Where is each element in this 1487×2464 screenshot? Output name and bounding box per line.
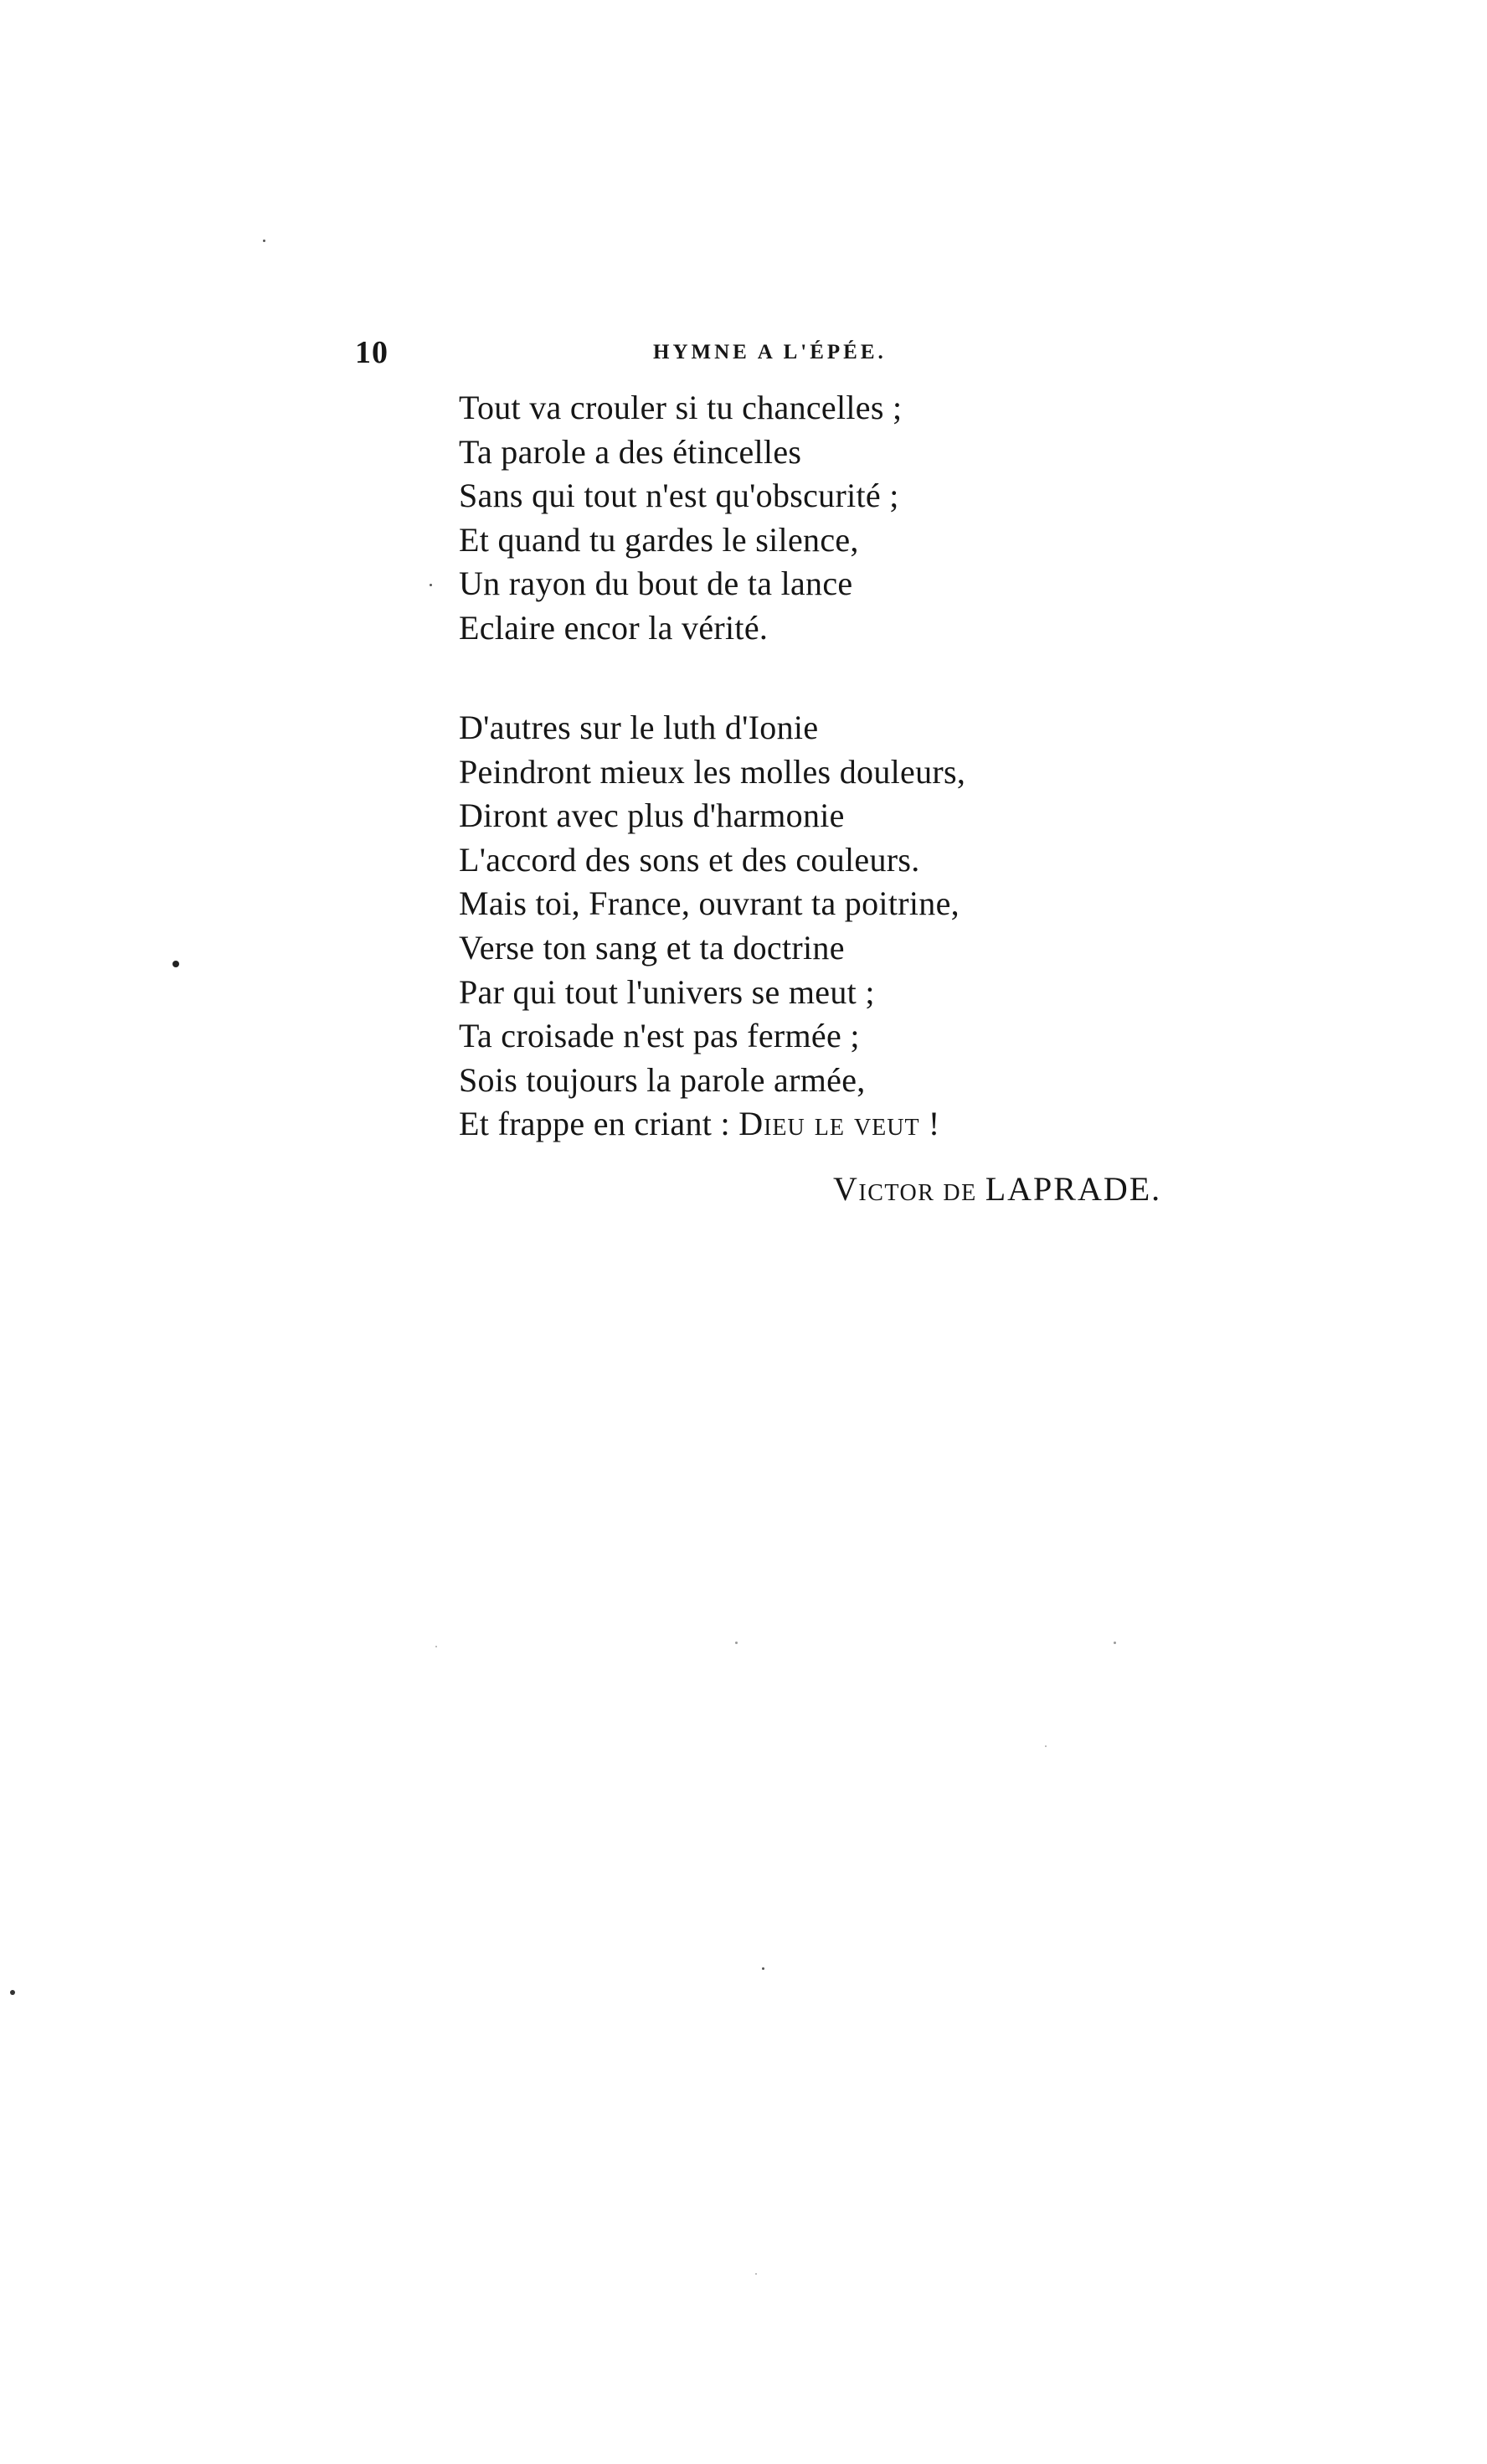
- scan-speck: [430, 584, 432, 586]
- poem-stanza-2: [459, 706, 965, 1147]
- poem-line: Sans qui tout n'est qu'obscurité ;: [459, 477, 899, 515]
- poem-line: Peindront mieux les molles douleurs,: [459, 752, 966, 791]
- poem-line-final: [459, 1102, 965, 1147]
- scan-speck: [1045, 1745, 1047, 1747]
- page-number: 10: [355, 335, 388, 370]
- running-title: HYMNE A L'ÉPÉE.: [653, 341, 887, 363]
- author-first-name: Victor: [833, 1170, 935, 1208]
- poem-line: Ta croisade n'est pas fermée ;: [459, 1017, 860, 1055]
- poem-line: Et quand tu gardes le silence,: [459, 520, 859, 559]
- poem-stanza-1: [459, 386, 902, 651]
- poem-line: Mais toi, France, ouvrant ta poitrine,: [459, 884, 960, 923]
- poem-line: Diront avec plus d'harmonie: [459, 796, 845, 835]
- poem-line: L'accord des sons et des couleurs.: [459, 840, 920, 879]
- poem-line: Par qui tout l'univers se meut ;: [459, 972, 875, 1011]
- final-line-end: !: [919, 1105, 940, 1143]
- scan-speck: [762, 1967, 764, 1970]
- author-particle: de: [943, 1170, 977, 1208]
- scan-speck: [735, 1642, 738, 1644]
- poem-line: D'autres sur le luth d'Ionie: [459, 709, 819, 746]
- scan-speck: [1114, 1642, 1116, 1644]
- poem-line: Sois toujours la parole armée,: [459, 1060, 866, 1099]
- author-signature: [833, 1169, 1161, 1209]
- poem-line: Verse ton sang et ta doctrine: [459, 928, 845, 967]
- scan-speck: [172, 961, 179, 967]
- scan-speck: [755, 2273, 757, 2275]
- poem-line: Ta parole a des étincelles: [459, 432, 802, 471]
- scan-speck: [263, 240, 265, 242]
- scan-speck: [10, 1990, 15, 1995]
- poem-line: Un rayon du bout de ta lance: [459, 564, 853, 603]
- poem-line: Eclaire encor la vérité.: [459, 608, 769, 647]
- poem-line: Tout va crouler si tu chancelles ;: [459, 389, 903, 426]
- author-surname: LAPRADE.: [985, 1170, 1162, 1208]
- final-line-text: Et frappe en criant :: [459, 1105, 739, 1143]
- final-line-emphasis: Dieu le veut: [738, 1105, 920, 1143]
- scan-speck: [435, 1646, 437, 1647]
